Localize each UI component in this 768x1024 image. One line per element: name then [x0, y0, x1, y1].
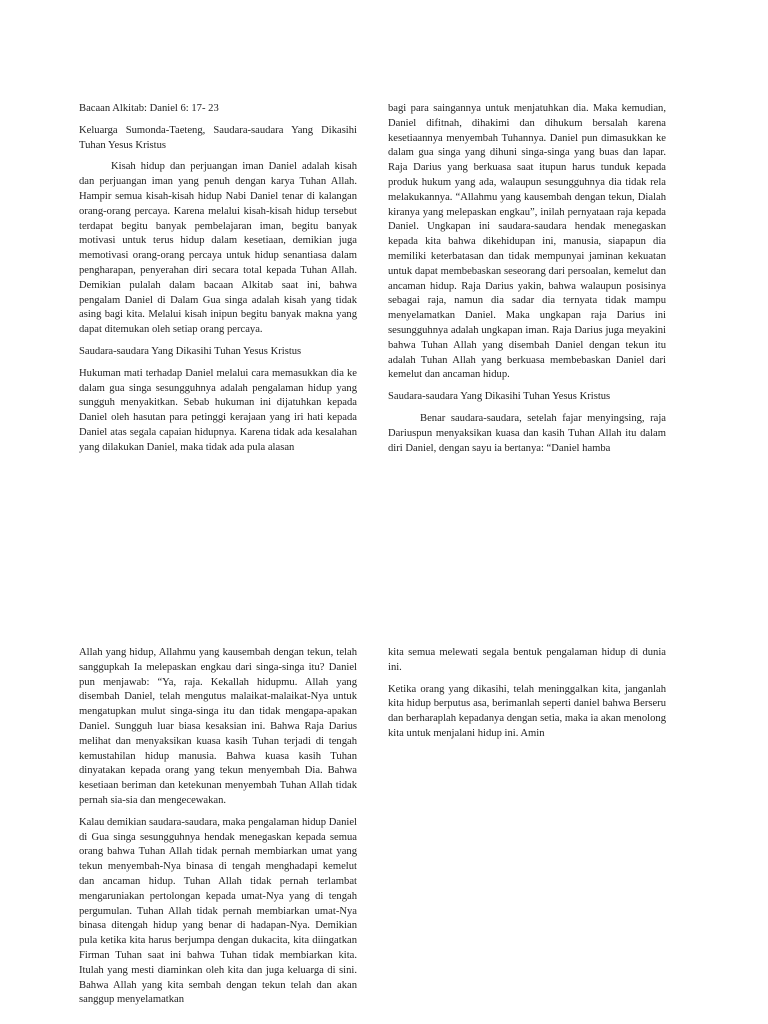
paragraph-conclusion: Kalau demikian saudara-saudara, maka pengalaman hidup Daniel di Gua singa sesungguhnya hendak menegaskan kepada semua orang bahwa Tuhan Allah tidak pernah membiarkan umat yang tekun menyembah-Nya binasa di tengah menghadapi kemelut dan ancaman hidup. Tuhan Allah tidak pernah terlambat mengaruniakan pertolongan kepada umat-Nya yang di tengah pergumulan. Tuhan Allah tidak pernah membiarkan umat-Nya binasa ditengah hidup yang benar di hadapan-Nya. Demikian pula ketika kita harus berjumpa dengan dukacita, kita diingatkan Firman Tuhan saat ini bahwa Tuhan tidak membiarkan kita. Itulah yang mesti diaminkan oleh kita dan juga keluarga di sini. Bahwa Allah yang kita sembah dengan tekun telah dan akan sanggup menyelamatkan: [79, 816, 357, 1006]
paragraph-closing: kita semua melewati segala bentuk pengalaman hidup di dunia ini.: [388, 647, 666, 673]
section-heading: Saudara-saudara Yang Dikasihi Tuhan Yesus Kristus: [79, 345, 302, 357]
paragraph-intro: Kisah hidup dan perjuangan iman Daniel adalah kisah dan perjuangan iman yang penuh dengan karya Tuhan Allah. Hampir semua kisah-kisah hidup Nabi Daniel tenar di kalangan orang-orang percaya. Karena melalui kisah-kisah hidup tersebut terdapat begitu banyak pembelajaran iman, begitu banyak motivasi untuk terus hidup dalam kesetiaan, demikian juga memotivasi orang-orang percaya untuk hidup senantiasa dalam pengharapan, penyerahan diri secara total kepada Tuhan Allah. Demikian pulalah dalam bacaan Alkitab saat ini, bahwa pengalam Daniel di Dalam Gua singa adalah kisah yang tidak asing bagi kita. Melalui kisah inipun begitu banyak makna yang dapat ditemukan oleh setiap orang percaya.: [79, 161, 357, 336]
section-heading: Saudara-saudara Yang Dikasihi Tuhan Yesus Kristus: [388, 391, 611, 403]
paragraph-dawn: Benar saudara-saudara, setelah fajar menyingsing, raja Dariuspun menyaksikan kuasa dan kasih Tuhan Allah itu dalam diri Daniel, dengan sayu ia bertanya: “Daniel hamba: [388, 412, 666, 454]
salutation-heading: Keluarga Sumonda-Taeteng, Saudara-saudara Yang Dikasihi Tuhan Yesus Kristus: [79, 124, 357, 151]
paragraph-testimony: Allah yang hidup, Allahmu yang kausembah dengan tekun, telah sanggupkah Ia melepaskan engkau dari singa-singa itu? Daniel pun menjawab: “Ya, raja. Kekallah hidupmu. Allah yang disembah Daniel, telah mengutus malaikat-malaikat-Nya untuk mengatupkan mulut singa-singa itu dan tidak mengapa-apakan Daniel. Sungguh luar biasa kesaksian ini. Bahwa Raja Darius melihat dan menyaksikan kuasa kasih Tuhan terjadi di tengah kemustahilan hidup manusia. Bahwa kuasa kasih Tuhan dinyatakan kepada orang yang tekun menyembah Dia. Bahwa kesetiaan beriman dan ketekunan menyembah Tuhan Allah tidak pernah sia-sia dan mengecewakan.: [79, 647, 357, 806]
paragraph-amen: Ketika orang yang dikasihi, telah meninggalkan kita, janganlah kita hidup berputus asa, berimanlah seperti daniel bahwa Berseru dan berharaplah kepadanya dengan setia, maka ia akan menolong kita untuk menjalani hidup ini. Amin: [388, 683, 666, 739]
column-top-right: [388, 102, 666, 463]
paragraph-darius: bagi para saingannya untuk menjatuhkan dia. Maka kemudian, Daniel difitnah, dihakimi dan dihukum bersalah karena kesetiaannya menyembah Tuhannya. Daniel pun dimasukkan ke dalam gua singa yang dihuni singa-singa yang buas dan lapar. Raja Darius yang berkuasa saat itupun harus tunduk kepada produk hukum yang ada, walaupun sesungguhnya dia tidak rela melakukannya. “Allahmu yang kausembah dengan tekun, Dialah kiranya yang melepaskan engkau”, inilah pernyataan raja kepada Daniel. Ungkapan ini saudara-saudara hendak menegaskan kepada kita bahwa dikehidupan ini, manusia, siapapun dia memiliki keterbatasan dan tidak mempunyai jaminan kekuatan untuk dapat membebaskan seseorang dari persoalan, kemelut dan ancaman hidup. Raja Darius yakin, bahwa walaupun posisinya sebagai raja, namun dia sadar dia ternyata tidak mampu menyelamatkan Daniel. Maka ungkapan raja Darius ini sesungguhnya adalah ungkapan iman. Raja Darius juga meyakini bahwa Tuhan Allah yang disembah Daniel dengan tekun itu adalah Tuhan Allah yang berkuasa membebaskan Daniel dari kemelut dan ancaman hidup.: [388, 103, 666, 381]
paragraph-punishment: Hukuman mati terhadap Daniel melalui cara memasukkan dia ke dalam gua singa sesungguhnya adalah pengalaman hidup yang sungguh menyakitkan. Sebab hukuman ini dijatuhkan kepada Daniel oleh hasutan para petinggi kerajaan yang iri hati kepada Daniel atas segala capaian hidupnya. Karena tidak ada kesalahan yang dilakukan Daniel, maka tidak ada pula alasan: [79, 367, 357, 453]
column-top-left: [79, 102, 357, 463]
column-bottom-left: [79, 646, 357, 1015]
column-bottom-right: [388, 646, 666, 749]
reading-reference: Bacaan Alkitab: Daniel 6: 17- 23: [79, 103, 219, 114]
